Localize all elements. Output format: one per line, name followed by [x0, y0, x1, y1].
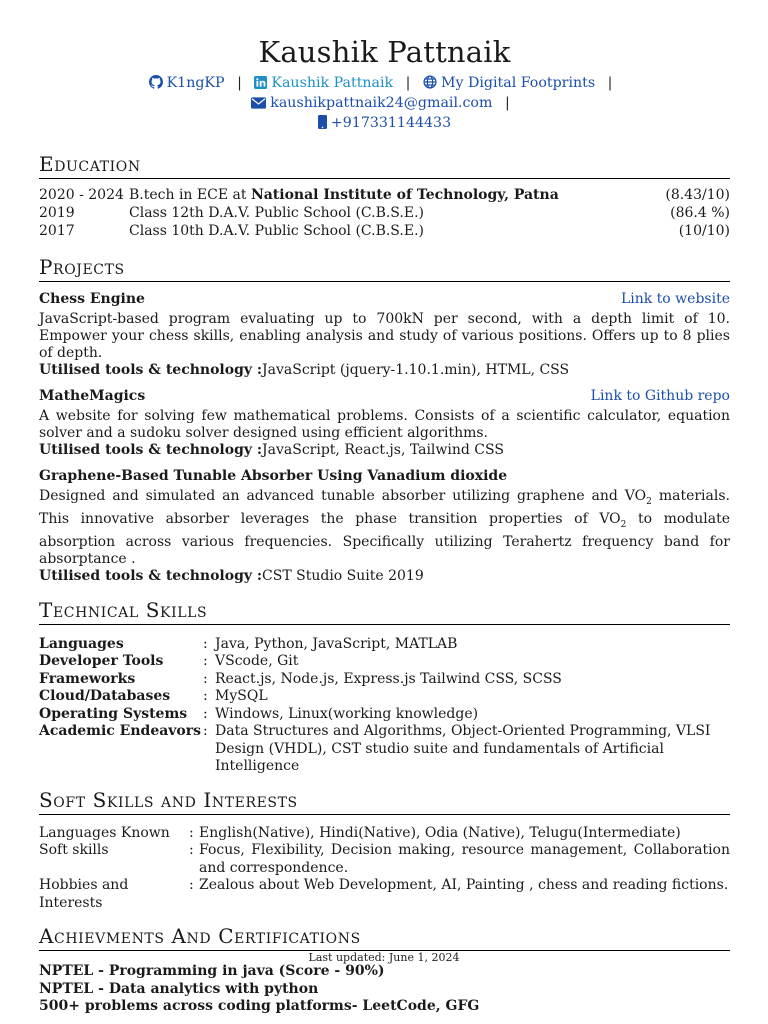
- project-description: JavaScript-based program evaluating up to 700kN per second, with a depth limit of 10. Empower your chess skills, enabling analysis and study of various positions. Offers up to 8 plies of depth.: [39, 311, 730, 361]
- education-description: [129, 186, 665, 204]
- separator: |: [504, 95, 510, 111]
- project-header: [39, 290, 730, 308]
- skill-value: Data Structures and Algorithms, Object-Oriented Programming, VLSI Design (VHDL), CST studio suite and fundamentals of Artificial Intelligence: [215, 723, 711, 775]
- colon: :: [189, 824, 194, 841]
- colon: :: [203, 705, 208, 722]
- skill-row: [39, 688, 730, 706]
- soft-skill-row: [39, 877, 730, 912]
- education-year: 2017: [39, 223, 75, 239]
- project-link[interactable]: Link to website: [620, 291, 730, 307]
- skill-value: VScode, Git: [215, 653, 299, 670]
- education-heading: Education: [39, 152, 730, 179]
- colon: :: [189, 877, 194, 894]
- education-score: (8.43/10): [665, 187, 730, 203]
- projects-heading: Projects: [39, 255, 730, 282]
- email-label: kaushikpattnaik24@gmail.com: [270, 95, 493, 111]
- globe-icon: [423, 75, 437, 94]
- tools-label: Utilised tools & technology :: [39, 442, 263, 458]
- skill-value: Java, Python, JavaScript, MATLAB: [215, 635, 458, 652]
- soft-skills-list: [39, 825, 730, 913]
- soft-skills-heading: Soft Skills and Interests: [39, 788, 730, 815]
- education-degree: B.tech in ECE at: [129, 187, 251, 203]
- tools-value: JavaScript (jquery-1.10.1.min), HTML, CSS: [262, 362, 570, 378]
- skill-value: React.js, Node.js, Express.js Tailwind CSS, SCSS: [215, 670, 562, 687]
- email-link[interactable]: [251, 95, 497, 111]
- last-updated-footer: Last updated: June 1, 2024: [308, 951, 460, 964]
- separator: |: [237, 75, 242, 91]
- subscript: 2: [620, 519, 627, 530]
- soft-skill-value: Focus, Flexibility, Decision making, resource management, Collaboration and correspondence.: [199, 842, 730, 876]
- project-tools: [39, 568, 730, 585]
- phone-label: +917331144433: [330, 115, 452, 131]
- tools-value: CST Studio Suite 2019: [262, 567, 424, 584]
- project-description: A website for solving few mathematical problems. Consists of a scientific calculator, equation solver and a sudoku solver designed using efficient algorithms.: [39, 408, 730, 441]
- colon: :: [189, 842, 194, 859]
- github-label: K1ngKP: [166, 75, 225, 91]
- project-tools: [39, 362, 730, 379]
- linkedin-icon: [254, 76, 267, 94]
- subscript: 2: [646, 496, 652, 507]
- linkedin-label: Kaushik Pattnaik: [271, 75, 394, 91]
- education-row: [39, 204, 730, 222]
- soft-skill-value: Zealous about Web Development, AI, Painting , chess and reading fictions.: [199, 877, 729, 894]
- tools-value: JavaScript, React.js, Tailwind CSS: [262, 442, 504, 458]
- separator: |: [607, 75, 613, 91]
- skill-row: [39, 723, 730, 776]
- education-row: [39, 186, 730, 204]
- technical-skills-list: [39, 636, 730, 776]
- project-item: [39, 290, 730, 379]
- project-title: Graphene-Based Tunable Absorber Using Vanadium dioxide: [39, 468, 508, 484]
- separator: |: [405, 75, 411, 91]
- project-item: [39, 387, 730, 459]
- skill-category: Academic Endeavors: [39, 723, 202, 740]
- colon: :: [203, 670, 208, 687]
- achievements-heading: Achievments And Certifications: [39, 924, 730, 951]
- skill-category: Frameworks: [39, 670, 136, 687]
- project-header: [39, 387, 730, 405]
- website-link[interactable]: [423, 75, 600, 91]
- soft-skill-value: English(Native), Hindi(Native), Odia (Native), Telugu(Intermediate): [199, 824, 681, 841]
- project-title: Chess Engine: [39, 291, 145, 307]
- achievements-list: [39, 963, 730, 1016]
- colon: :: [203, 653, 208, 670]
- tools-label: Utilised tools & technology :: [39, 567, 263, 584]
- skill-row: [39, 671, 730, 689]
- education-year: 2020 - 2024: [39, 187, 124, 203]
- contact-bar: [39, 74, 730, 134]
- phone-link[interactable]: [318, 115, 451, 131]
- skill-row: [39, 706, 730, 724]
- soft-skill-category: Languages Known: [39, 824, 170, 841]
- website-label: My Digital Footprints: [440, 75, 596, 91]
- skill-value: MySQL: [215, 688, 268, 705]
- achievement-item: 500+ problems across coding platforms- LeetCode, GFG: [39, 998, 480, 1015]
- skill-value: Windows, Linux(working knowledge): [215, 705, 479, 722]
- education-year: 2019: [39, 205, 75, 221]
- github-icon: [149, 75, 163, 94]
- technical-skills-heading: Technical Skills: [39, 598, 730, 625]
- skill-category: Languages: [39, 635, 124, 652]
- colon: :: [203, 635, 208, 652]
- project-item: [39, 467, 730, 585]
- education-score: (86.4 %): [670, 205, 730, 221]
- candidate-name: Kaushik Pattnaik: [258, 35, 511, 69]
- linkedin-link[interactable]: [254, 75, 397, 91]
- achievement-item: NPTEL - Data analytics with python: [39, 980, 319, 997]
- mobile-phone-icon: [318, 115, 327, 134]
- skill-row: [39, 636, 730, 654]
- education-score: (10/10): [678, 223, 730, 239]
- resume-page: [39, 34, 730, 1016]
- skill-row: [39, 653, 730, 671]
- education-row: [39, 222, 730, 240]
- skill-category: Operating Systems: [39, 705, 188, 722]
- github-link[interactable]: [149, 75, 230, 91]
- soft-skill-category: Soft skills: [39, 842, 109, 859]
- project-description: [39, 488, 730, 568]
- skill-category: Cloud/Databases: [39, 688, 171, 705]
- description-text: materials. This innovative absorber leverages the phase transition properties of VO: [39, 488, 730, 527]
- skill-category: Developer Tools: [39, 653, 164, 670]
- colon: :: [203, 688, 208, 705]
- colon: :: [203, 723, 208, 740]
- envelope-icon: [251, 96, 266, 114]
- project-title: MatheMagics: [39, 388, 146, 404]
- education-description: Class 12th D.A.V. Public School (C.B.S.E.): [129, 205, 424, 221]
- education-description: Class 10th D.A.V. Public School (C.B.S.E.): [129, 223, 424, 239]
- soft-skill-category: Hobbies and Interests: [39, 877, 129, 911]
- soft-skill-row: [39, 825, 730, 843]
- achievement-item: NPTEL - Programming in java (Score - 90%): [39, 963, 385, 980]
- project-tools: [39, 442, 730, 459]
- education-table: [39, 186, 730, 240]
- tools-label: Utilised tools & technology :: [39, 362, 263, 378]
- education-institution: National Institute of Technology, Patna: [250, 187, 559, 203]
- description-text: Designed and simulated an advanced tunable absorber utilizing graphene and VO: [39, 488, 647, 504]
- soft-skill-row: [39, 842, 730, 877]
- description-text: to modulate absorption across various frequencies. Specifically utilizing Terahertz frequency band for absorptance .: [39, 510, 730, 567]
- project-link[interactable]: Link to Github repo: [590, 388, 730, 404]
- project-header: [39, 467, 730, 485]
